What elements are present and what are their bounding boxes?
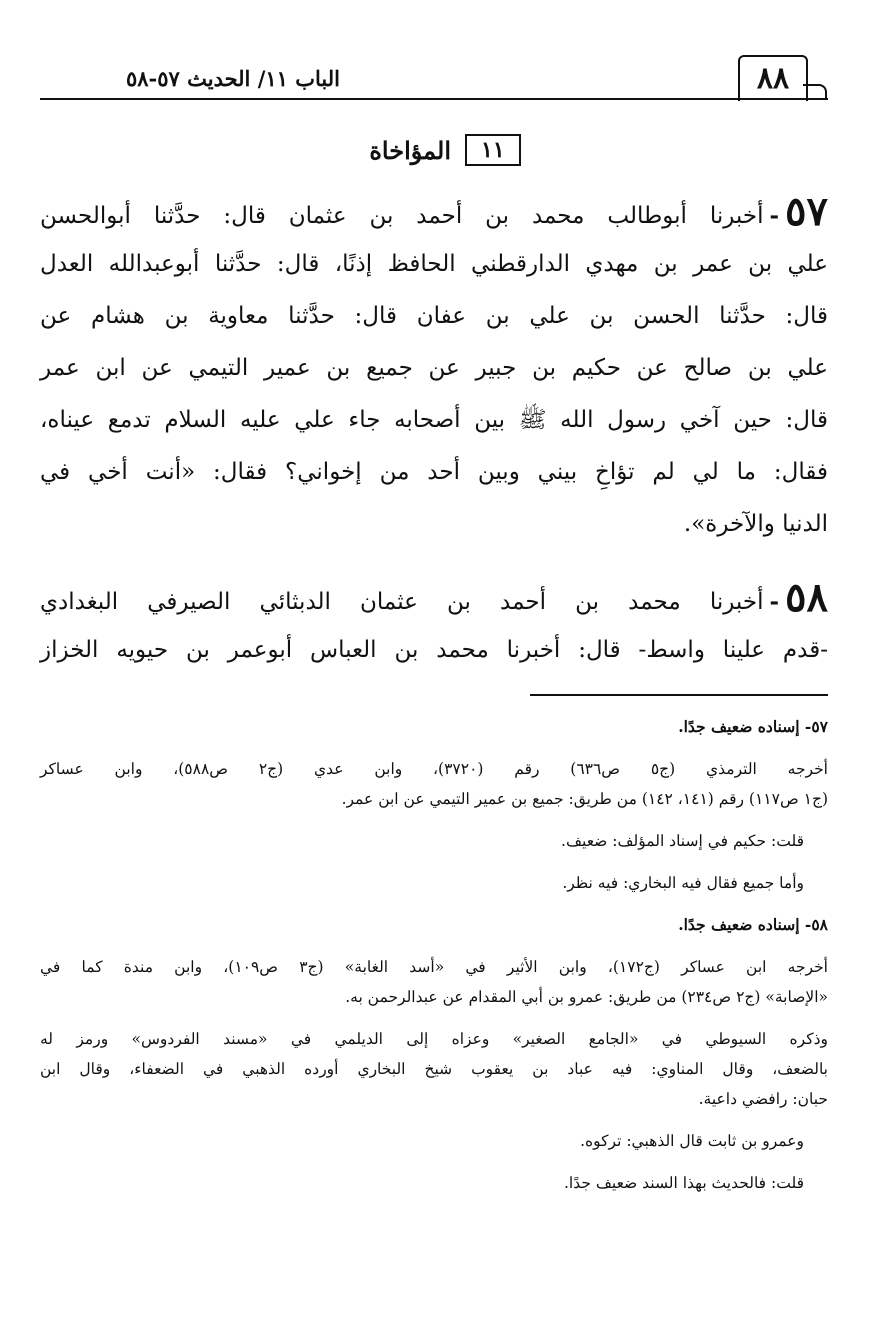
hadith-57-line: قال: حدَّثنا الحسن بن علي بن عفان قال: حدَّثنا معاوية بن هشام عن — [40, 303, 828, 329]
hadith-number: ٥٧ — [785, 188, 828, 235]
footnote-58-text: حبان: رافضي داعية. — [698, 1090, 828, 1108]
main-text — [40, 186, 828, 676]
hadith-57-line: قال: حين آخي رسول الله ﷺ بين أصحابه جاء علي عليه السلام تدمع عيناه، — [40, 407, 828, 433]
footnote-58-text: «الإصابة» (ج٢ ص٢٣٤) من طريق: عمرو بن أبي المقدام عن عبدالرحمن به. — [345, 988, 828, 1006]
header-rule — [40, 98, 828, 100]
hadith-text: أخبرنا محمد بن أحمد بن عثمان الدبثائي الصيرفي البغدادي — [40, 589, 764, 615]
hadith-57-line: فقال: ما لي لم تؤاخِ بيني وبين أحد من إخواني؟ فقال: «أنت أخي في — [40, 459, 828, 485]
hadith-text: أخبرنا أبوطالب محمد بن أحمد بن عثمان قال: حدَّثنا أبوالحسن — [40, 203, 764, 229]
page-number: ٨٨ — [738, 55, 808, 101]
hadith-57-line: علي بن عمر بن مهدي الدارقطني الحافظ إذنًا، قال: حدَّثنا أبوعبدالله العدل — [40, 251, 828, 277]
footnote-57-text: قلت: حكيم في إسناد المؤلف: ضعيف. — [561, 832, 804, 850]
hadith-58-line: ٥٨-أخبرنا محمد بن أحمد بن عثمان الدبثائي الصيرفي البغدادي — [40, 574, 828, 621]
hadith-number: ٥٨ — [785, 574, 828, 621]
footnote-58-text: أخرجه ابن عساكر (ج١٧٢)، وابن الأثير في «أسد الغابة» (ج٣ ص١٠٩)، وابن مندة كما في — [40, 958, 828, 976]
hadith-57-line: علي بن صالح عن حكيم بن جبير عن جميع بن عمير التيمي عن ابن عمر — [40, 355, 828, 381]
running-header: الباب ١١/ الحديث ٥٧-٥٨ — [125, 66, 340, 91]
footnote-58-text: بالضعف، وقال المناوي: فيه عباد بن يعقوب شيخ البخاري أورده الذهبي في الضعفاء، وقال ابن — [40, 1060, 828, 1078]
hadith-57-line: الدنيا والآخرة». — [683, 511, 828, 537]
chapter-number: ١١ — [465, 134, 521, 166]
hadith-58-line: -قدم علينا واسط- قال: أخبرنا محمد بن العباس أبوعمر بن حيويه الخزاز — [40, 637, 828, 663]
footnote-58-heading: ٥٨- إسناده ضعيف جدًا. — [678, 915, 828, 934]
footnote-57-text: (ج١ ص١١٧) رقم (١٤١، ١٤٢) من طريق: جميع بن عمير التيمي عن ابن عمر. — [341, 790, 828, 808]
footnote-58-text: قلت: فالحديث بهذا السند ضعيف جدًا. — [563, 1174, 804, 1192]
footnote-58-text: وذكره السيوطي في «الجامع الصغير» وعزاه إلى الديلمي في «مسند الفردوس» ورمز له — [40, 1030, 828, 1048]
footnote-separator — [530, 694, 828, 696]
chapter-title: المؤاخاة — [369, 135, 452, 165]
chapter-heading — [300, 132, 590, 168]
footnotes — [40, 712, 828, 1198]
hadith-57-line: ٥٧-أخبرنا أبوطالب محمد بن أحمد بن عثمان قال: حدَّثنا أبوالحسن — [40, 188, 828, 235]
footnote-57-text: وأما جميع فقال فيه البخاري: فيه نظر. — [562, 874, 804, 892]
footnote-57-text: أخرجه الترمذي (ج٥ ص٦٣٦) رقم (٣٧٢٠)، وابن عدي (ج٢ ص٥٨٨)، وابن عساكر — [40, 760, 828, 778]
footnote-57-heading: ٥٧- إسناده ضعيف جدًا. — [678, 717, 828, 736]
footnote-58-text: وعمرو بن ثابت قال الذهبي: تركوه. — [580, 1132, 804, 1150]
